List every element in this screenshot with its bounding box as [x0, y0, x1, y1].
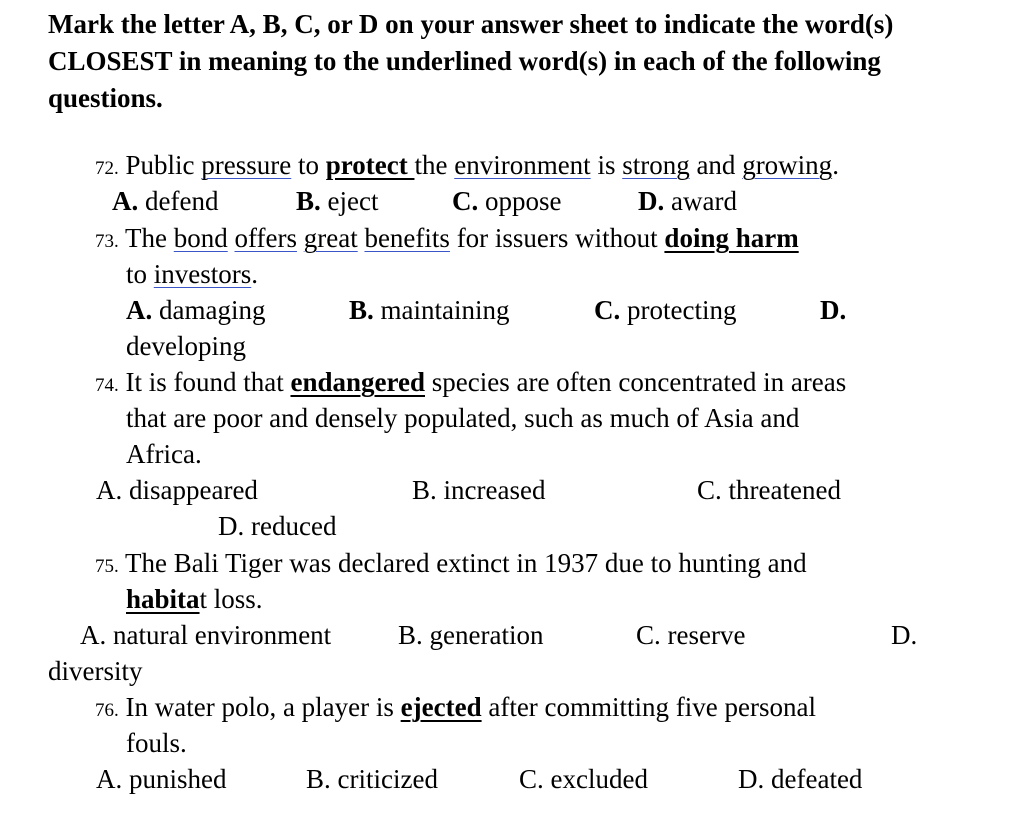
- q-target-word: habita: [126, 584, 200, 614]
- option-letter: C.: [452, 186, 479, 216]
- q-text: Africa.: [126, 439, 202, 469]
- q-target-word: ejected: [400, 692, 482, 722]
- q-text: [228, 223, 235, 253]
- q-text: The: [125, 223, 174, 253]
- question-number: 73.: [95, 231, 119, 252]
- option-letter: A.: [112, 186, 139, 216]
- q-word: great: [303, 223, 358, 253]
- q-word: benefits: [364, 223, 450, 253]
- question-75-line2: [126, 581, 263, 617]
- option-d[interactable]: [638, 183, 737, 219]
- q-text: t loss.: [199, 584, 263, 614]
- question-number: 74.: [95, 375, 119, 396]
- option-c[interactable]: C. reserve: [636, 620, 746, 650]
- q-text: to: [291, 150, 326, 180]
- option-b[interactable]: B. criticized: [306, 764, 438, 794]
- option-letter: D.: [820, 295, 847, 325]
- instruction-text: Mark the letter A, B, C, or D on your answer sheet to indicate the word(s) CLOSEST in meaning to the underlined word(s) in each of the following questions.: [48, 9, 894, 113]
- q-word: strong: [622, 150, 690, 180]
- q-text: Public: [125, 150, 202, 180]
- q-text: that are poor and densely populated, such as much of Asia and: [126, 403, 800, 433]
- option-c[interactable]: [452, 183, 562, 219]
- q-text: In water polo, a player is: [125, 692, 401, 722]
- option-text: oppose: [478, 186, 562, 216]
- option-b[interactable]: [296, 183, 378, 219]
- option-b[interactable]: [349, 292, 510, 328]
- option-text: eject: [320, 186, 379, 216]
- question-number: 72.: [95, 158, 119, 179]
- question-72: [95, 147, 839, 187]
- option-d-text[interactable]: [126, 328, 246, 364]
- question-73-line2: [126, 256, 258, 292]
- question-number: 76.: [95, 700, 119, 721]
- q-word: bond: [173, 223, 228, 253]
- option-a[interactable]: [112, 183, 218, 219]
- option-a[interactable]: A. disappeared: [96, 475, 258, 505]
- q-word: pressure: [201, 150, 292, 180]
- q-text: after committing five personal: [481, 692, 816, 722]
- q-text: .: [832, 150, 839, 180]
- option-a[interactable]: A. natural environment: [80, 620, 332, 650]
- option-d[interactable]: D.: [891, 620, 918, 650]
- option-text: damaging: [152, 295, 266, 325]
- option-letter: B.: [349, 295, 374, 325]
- option-c[interactable]: C. threatened: [697, 475, 841, 505]
- q-text: fouls.: [126, 728, 187, 758]
- q-text: for issuers without: [449, 223, 665, 253]
- option-letter: A.: [126, 295, 153, 325]
- q-text: and: [689, 150, 743, 180]
- option-text: developing: [126, 331, 246, 361]
- q-text: The Bali Tiger was declared extinct in 1937 due to hunting and: [125, 548, 807, 578]
- question-74-line2: [126, 400, 799, 436]
- question-76: [95, 689, 816, 729]
- q-text: to: [126, 259, 154, 289]
- option-d[interactable]: [820, 292, 846, 328]
- option-letter: D.: [638, 186, 665, 216]
- option-c[interactable]: C. excluded: [519, 764, 648, 794]
- q-text: .: [251, 259, 259, 289]
- question-number: 75.: [95, 556, 119, 577]
- q-text: is: [590, 150, 623, 180]
- option-c[interactable]: [594, 292, 736, 328]
- q-text: It is found that: [125, 367, 291, 397]
- q-text: species are often concentrated in areas: [425, 367, 847, 397]
- option-d[interactable]: D. defeated: [738, 764, 863, 794]
- question-76-line2: [126, 725, 187, 761]
- question-74: [95, 364, 846, 404]
- option-a[interactable]: [126, 292, 265, 328]
- option-letter: C.: [594, 295, 621, 325]
- option-b[interactable]: B. generation: [398, 620, 544, 650]
- option-b[interactable]: B. increased: [412, 475, 546, 505]
- q-word: offers: [234, 223, 297, 253]
- option-text: maintaining: [373, 295, 510, 325]
- q-target-word: doing harm: [664, 223, 799, 253]
- q-target-word: endangered: [290, 367, 425, 397]
- q-word: investors: [153, 259, 252, 289]
- option-text: award: [664, 186, 737, 216]
- q-word: environment: [454, 150, 591, 180]
- q-word: growing: [742, 150, 833, 180]
- option-d[interactable]: D. reduced: [218, 511, 337, 541]
- q-text: the: [414, 150, 455, 180]
- option-a[interactable]: A. punished: [96, 764, 227, 794]
- option-text: defend: [138, 186, 219, 216]
- option-d-text[interactable]: diversity: [48, 656, 143, 686]
- q-target-word: protect: [325, 150, 415, 180]
- question-74-line3: [126, 436, 202, 472]
- q-text: [297, 223, 304, 253]
- question-75: [95, 545, 807, 585]
- option-text: protecting: [620, 295, 737, 325]
- option-letter: B.: [296, 186, 321, 216]
- question-73: [95, 220, 799, 260]
